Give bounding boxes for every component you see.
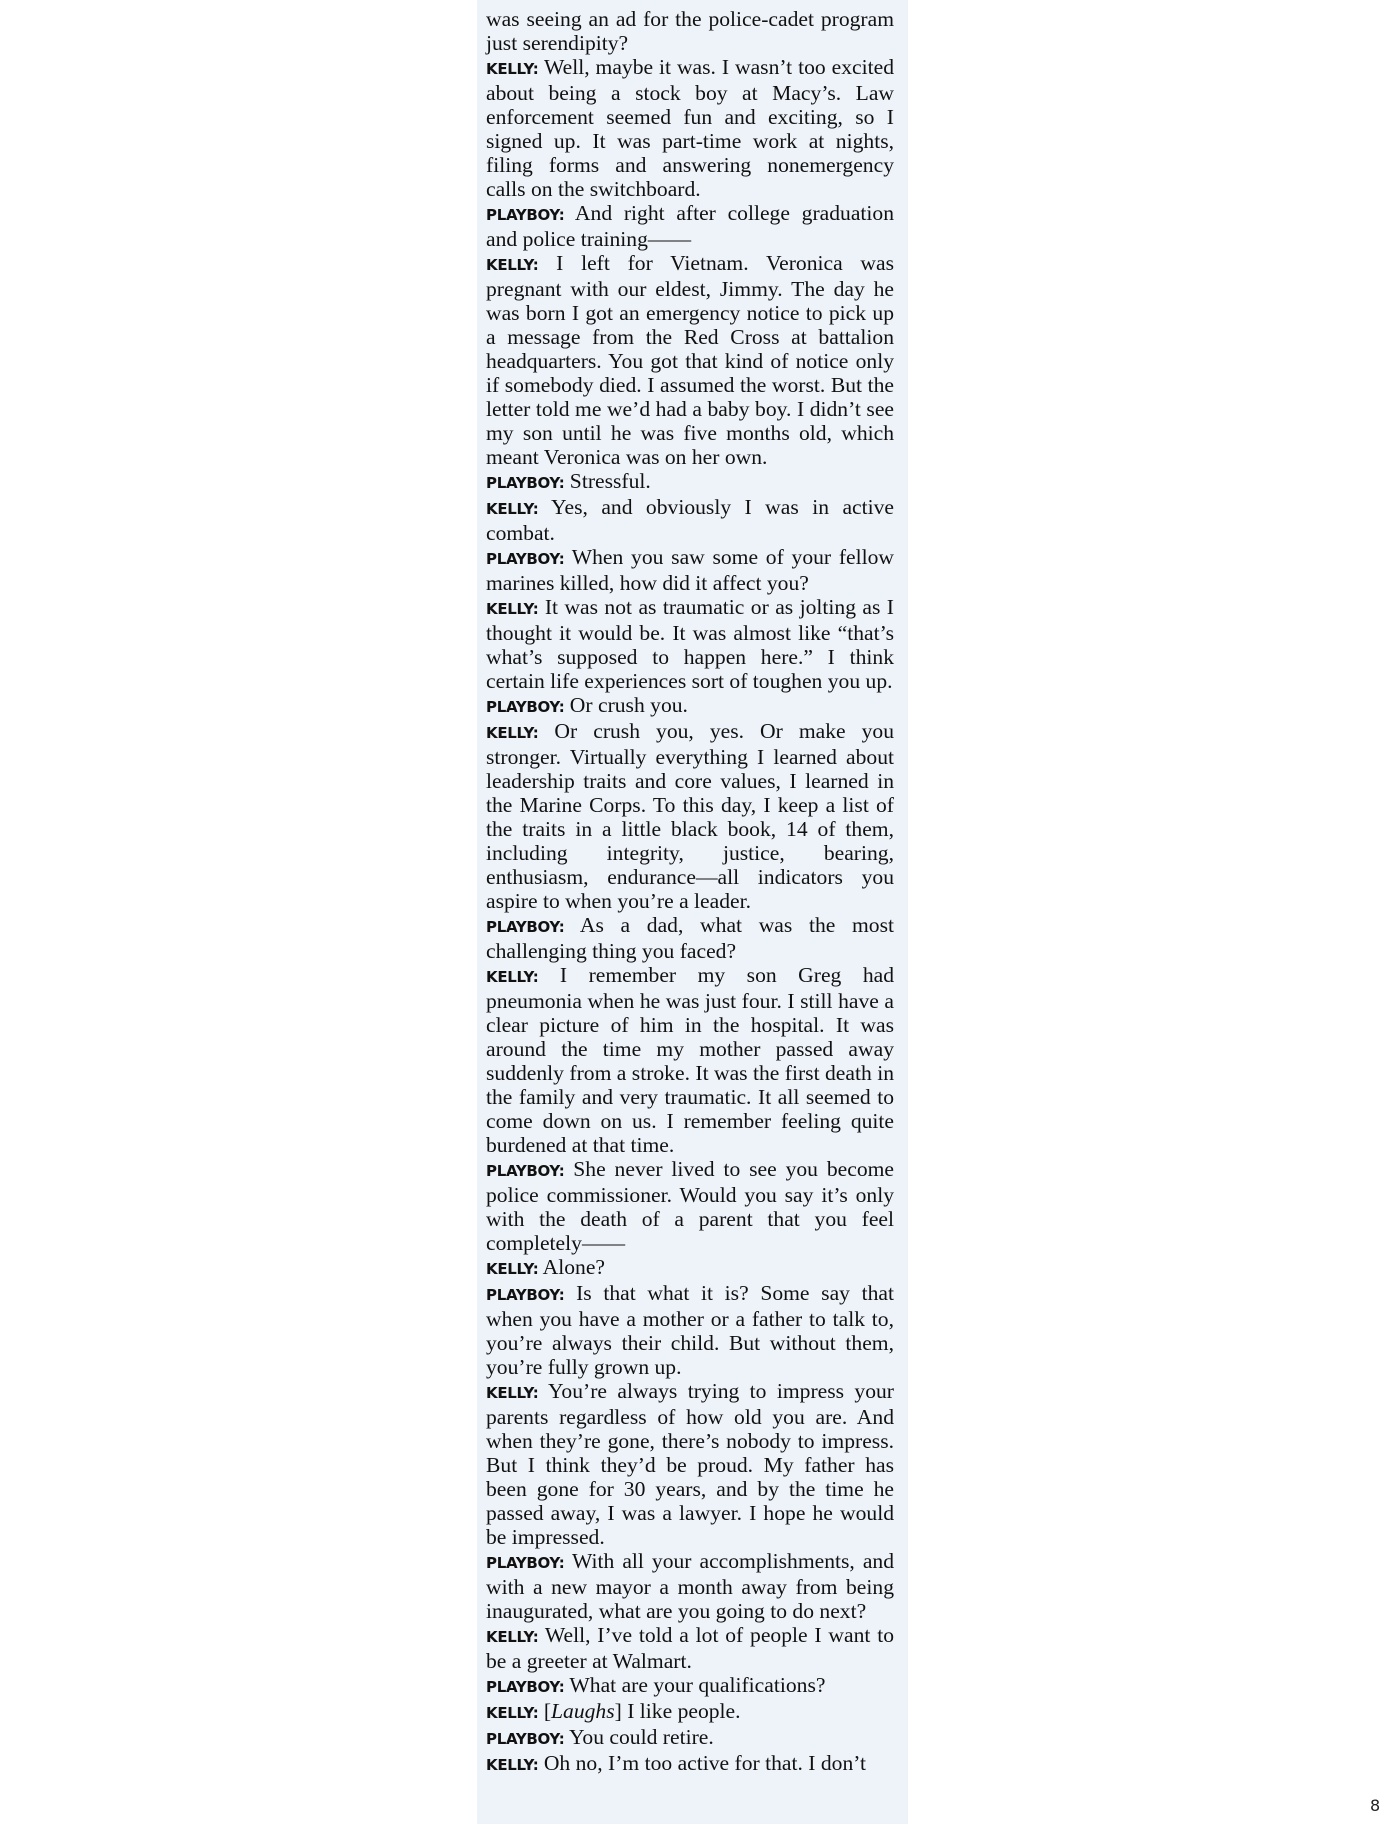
speaker-label: PLAYBOY: — [486, 1730, 565, 1748]
speaker-label: PLAYBOY: — [486, 474, 565, 492]
paragraph-text: Stressful. — [564, 469, 651, 493]
paragraph-text: She never lived to see you become police commissioner. Would you say it’s only with the death of a parent that you feel completely—— — [486, 1157, 894, 1255]
article-paragraph — [486, 1281, 894, 1379]
article-paragraph — [486, 7, 894, 55]
paragraph-text: When you saw some of your fellow marines killed, how did it affect you? — [486, 545, 894, 595]
paragraph-text: was seeing an ad for the police-cadet program just serendipity? — [486, 7, 894, 55]
article-paragraph — [486, 495, 894, 545]
article-paragraph — [486, 913, 894, 963]
paragraph-text: You’re always trying to impress your parents regardless of how old you are. And when they’re gone, there’s nobody to impress. But I think they’d be proud. My father has been gone for 30 years, and by the time he passed away, I was a lawyer. I hope he would be impressed. — [486, 1379, 894, 1549]
speaker-label: KELLY: — [486, 1628, 539, 1646]
speaker-label: PLAYBOY: — [486, 1162, 565, 1180]
speaker-label: KELLY: — [486, 256, 539, 274]
article-paragraph — [486, 1549, 894, 1623]
speaker-label: KELLY: — [486, 1704, 539, 1722]
speaker-label: KELLY: — [486, 60, 539, 78]
speaker-label: PLAYBOY: — [486, 698, 565, 716]
interview-article — [486, 7, 894, 1777]
article-paragraph — [486, 1751, 894, 1777]
article-paragraph — [486, 595, 894, 693]
article-paragraph — [486, 1255, 894, 1281]
paragraph-text: With all your accomplishments, and with a new mayor a month away from being inaugurated, what are you going to do next? — [486, 1549, 894, 1623]
paragraph-text: I remember my son Greg had pneumonia when he was just four. I still have a clear picture of him in the hospital. It was around the time my mother passed away suddenly from a stroke. It was the first death in the family and very traumatic. It all seemed to come down on us. I remember feeling quite burdened at that time. — [486, 963, 894, 1157]
article-paragraph — [486, 693, 894, 719]
article-paragraph — [486, 719, 894, 913]
article-paragraph — [486, 545, 894, 595]
paragraph-text: And right after college graduation and police training—— — [486, 201, 894, 251]
speaker-label: PLAYBOY: — [486, 1678, 565, 1696]
stage-direction-italic: Laughs — [551, 1699, 615, 1723]
article-paragraph — [486, 1157, 894, 1255]
article-paragraph — [486, 1673, 894, 1699]
paragraph-text: Alone? — [538, 1255, 605, 1279]
speaker-label: KELLY: — [486, 500, 539, 518]
paragraph-text: Or crush you, yes. Or make you stronger. Virtually everything I learned about leadership traits and core values, I learned in the Marine Corps. To this day, I keep a list of the traits in a little black book, 14 of them, including integrity, justice, bearing, enthusiasm, endurance—all indicators you aspire to when you’re a leader. — [486, 719, 894, 913]
paragraph-text-continued: ] I like people. — [614, 1699, 741, 1723]
paragraph-text: You could retire. — [564, 1725, 714, 1749]
article-paragraph — [486, 1725, 894, 1751]
speaker-label: KELLY: — [486, 724, 539, 742]
speaker-label: KELLY: — [486, 1384, 539, 1402]
article-paragraph — [486, 201, 894, 251]
speaker-label: KELLY: — [486, 1260, 539, 1278]
paragraph-text: Yes, and obviously I was in active combat. — [486, 495, 894, 545]
speaker-label: KELLY: — [486, 968, 539, 986]
paragraph-text: I left for Vietnam. Veronica was pregnant with our eldest, Jimmy. The day he was born I got an emergency notice to pick up a message from the Red Cross at battalion headquarters. You got that kind of notice only if somebody died. I assumed the worst. But the letter told me we’d had a baby boy. I didn’t see my son until he was five months old, which meant Veronica was on her own. — [486, 251, 894, 469]
paragraph-text: [ — [538, 1699, 552, 1723]
paragraph-text: It was not as traumatic or as jolting as I thought it would be. It was almost like “that’s what’s supposed to happen here.” I think certain life experiences sort of toughen you up. — [486, 595, 894, 693]
article-paragraph — [486, 1623, 894, 1673]
article-paragraph — [486, 251, 894, 469]
speaker-label: KELLY: — [486, 1756, 539, 1774]
page-number: 8 — [1370, 1796, 1381, 1815]
speaker-label: KELLY: — [486, 600, 539, 618]
speaker-label: PLAYBOY: — [486, 1554, 565, 1572]
paragraph-text: What are your qualifications? — [564, 1673, 826, 1697]
paragraph-text: As a dad, what was the most challenging thing you faced? — [486, 913, 894, 963]
article-paragraph — [486, 1379, 894, 1549]
article-paragraph — [486, 1699, 894, 1725]
paragraph-text: Is that what it is? Some say that when you have a mother or a father to talk to, you’re always their child. But without them, you’re fully grown up. — [486, 1281, 894, 1379]
speaker-label: PLAYBOY: — [486, 206, 565, 224]
paragraph-text: Or crush you. — [564, 693, 688, 717]
speaker-label: PLAYBOY: — [486, 918, 565, 936]
article-paragraph — [486, 469, 894, 495]
article-paragraph — [486, 55, 894, 201]
paragraph-text: Oh no, I’m too active for that. I don’t — [538, 1751, 867, 1775]
paragraph-text: Well, maybe it was. I wasn’t too excited about being a stock boy at Macy’s. Law enforcement seemed fun and exciting, so I signed up. It was part-time work at nights, filing forms and answering nonemergency calls on the switchboard. — [486, 55, 894, 201]
speaker-label: PLAYBOY: — [486, 550, 565, 568]
speaker-label: PLAYBOY: — [486, 1286, 565, 1304]
article-paragraph — [486, 963, 894, 1157]
paragraph-text: Well, I’ve told a lot of people I want to be a greeter at Walmart. — [486, 1623, 894, 1673]
